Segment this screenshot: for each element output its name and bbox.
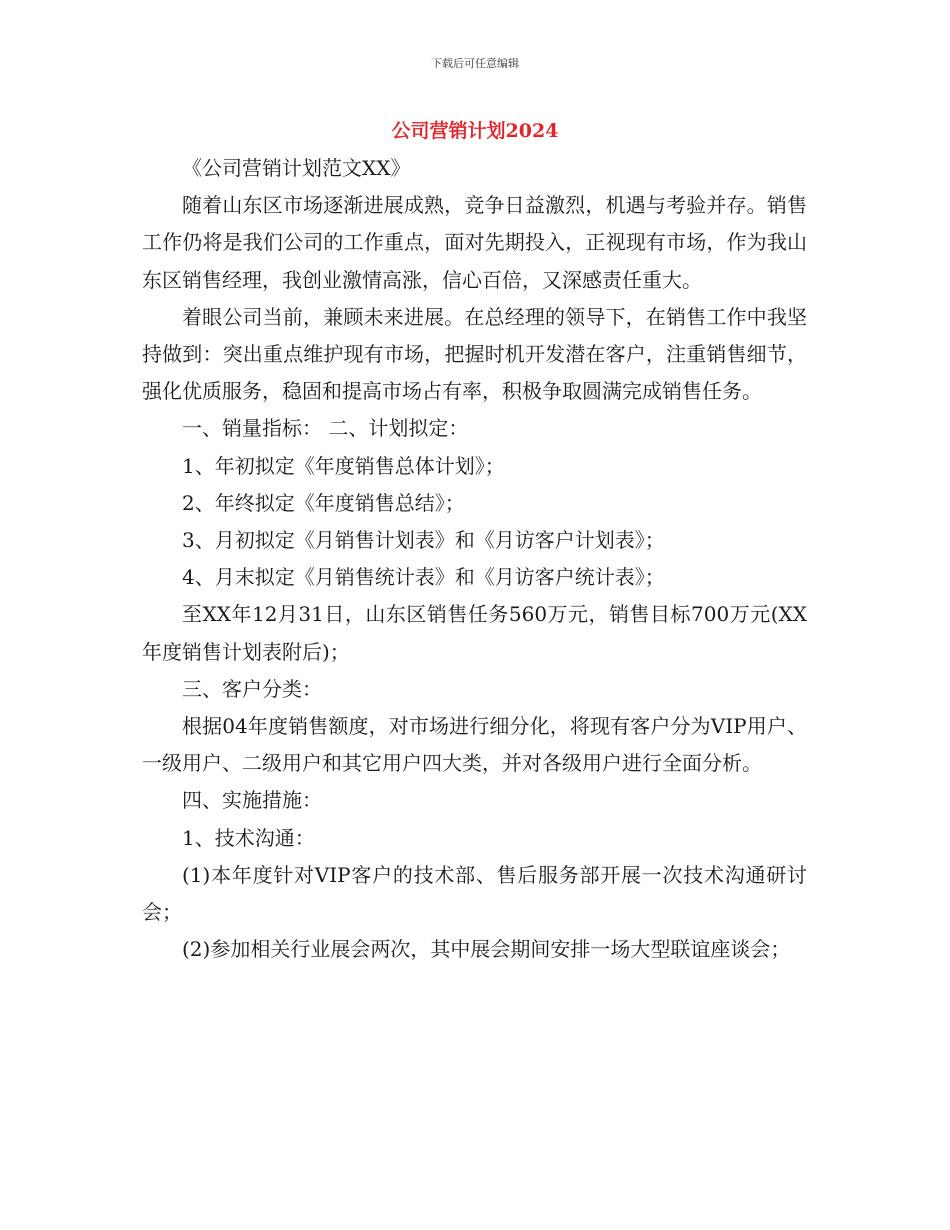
paragraph: 至XX年12月31日，山东区销售任务560万元，销售目标700万元(XX年度销售计划表附后)； — [142, 602, 807, 664]
paragraph: (1)本年度针对VIP客户的技术部、售后服务部开展一次技术沟通研讨会； — [142, 862, 807, 925]
document-title: 公司营销计划2024 — [391, 120, 559, 142]
header-note: 下载后可任意编辑 — [431, 57, 519, 70]
paragraph: 1、技术沟通： — [182, 825, 315, 850]
paragraph: 四、实施措施： — [182, 788, 322, 813]
paragraph: 根据04年度销售额度，对市场进行细分化，将现有客户分为VIP用户、一级用户、二级用户和其它用户四大类，并对各级用户进行全面分析。 — [142, 714, 807, 776]
paragraph: 2、年终拟定《年度销售总结》； — [182, 490, 465, 515]
paragraph: (2)参加相关行业展会两次，其中展会期间安排一场大型联谊座谈会； — [182, 937, 791, 962]
paragraph: 随着山东区市场逐渐进展成熟，竞争日益激烈，机遇与考验并存。销售工作仍将是我们公司的工作重点，面对先期投入，正视现有市场，作为我山东区销售经理，我创业激情高涨，信心百倍，又深感责任重大。 — [142, 193, 807, 292]
document-body — [142, 150, 807, 968]
paragraph: 三、客户分类： — [182, 676, 322, 701]
paragraph: 一、销量指标： 二、计划拟定： — [182, 416, 469, 441]
paragraph: 3、月初拟定《月销售计划表》和《月访客户计划表》； — [182, 528, 665, 553]
paragraph: 《公司营销计划范文XX》 — [182, 156, 411, 180]
paragraph: 1、年初拟定《年度销售总体计划》； — [182, 453, 505, 478]
paragraph: 4、月末拟定《月销售统计表》和《月访客户统计表》； — [182, 565, 665, 590]
paragraph: 着眼公司当前，兼顾未来进展。在总经理的领导下，在销售工作中我坚持做到：突出重点维护现有市场，把握时机开发潜在客户，注重销售细节，强化优质服务，稳固和提高市场占有率，积极争取圆满完成销售任务。 — [142, 304, 807, 404]
